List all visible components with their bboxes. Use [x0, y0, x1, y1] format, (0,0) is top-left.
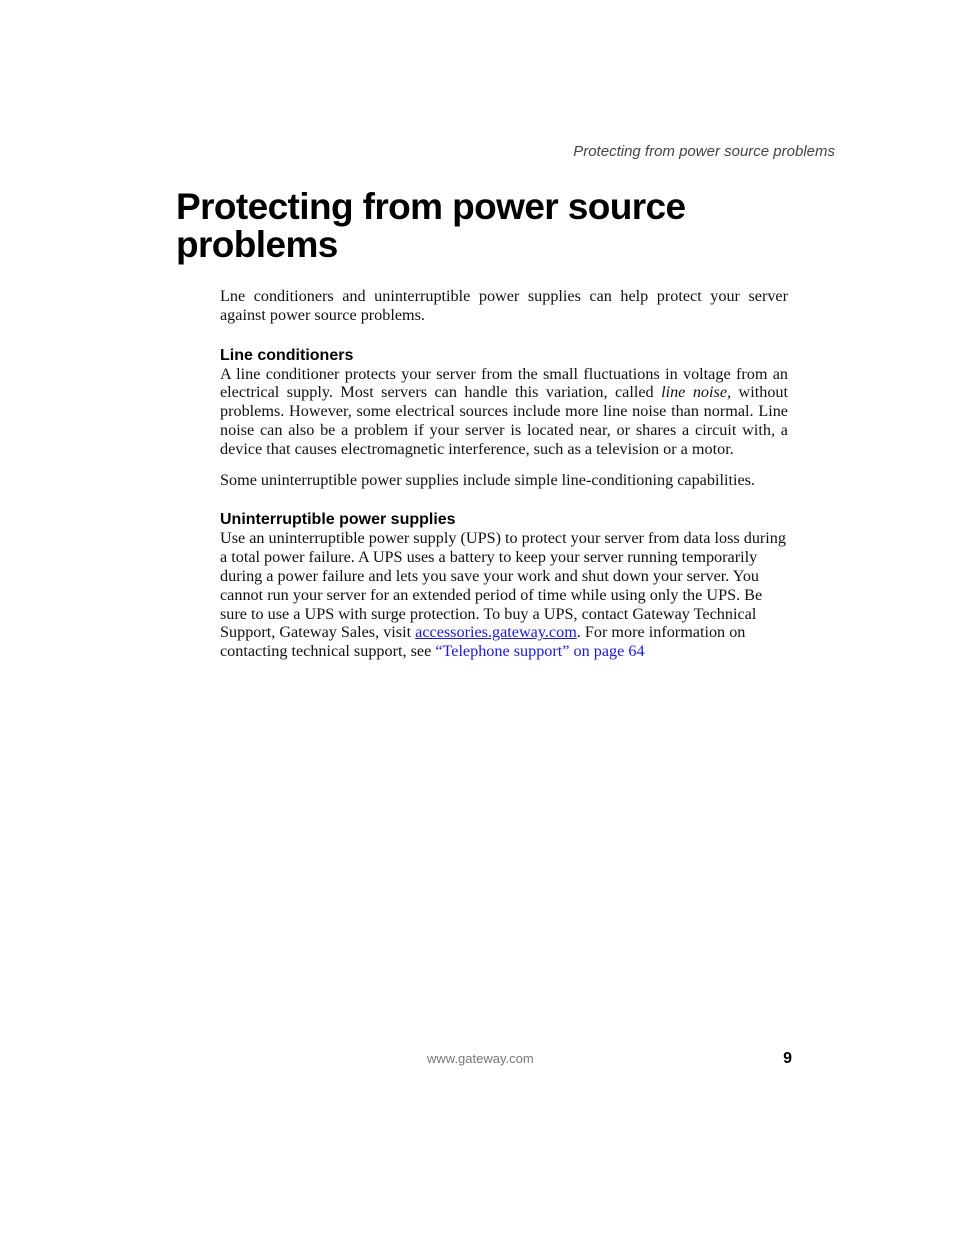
- running-header: Protecting from power source problems: [573, 143, 835, 160]
- ups-paragraph: [220, 529, 788, 661]
- page-number: 9: [783, 1050, 792, 1067]
- footer-url: www.gateway.com: [427, 1051, 534, 1066]
- section-heading-ups: Uninterruptible power supplies: [220, 511, 456, 529]
- section-heading-line-conditioners: Line conditioners: [220, 346, 354, 364]
- body-column: [220, 287, 788, 661]
- telephone-support-link[interactable]: “Telephone support” on page 64: [435, 642, 645, 661]
- text-run: . For more information on contacting technical support, see: [220, 623, 746, 661]
- spacer: [220, 489, 788, 510]
- page-title: Protecting from power source problems: [176, 186, 686, 265]
- spacer: [220, 459, 788, 471]
- accessories-link[interactable]: accessories.gateway.com: [415, 623, 577, 642]
- line-conditioners-paragraph-2: Some uninterruptible power supplies include simple line-conditioning capabilities.: [220, 470, 755, 489]
- line-conditioners-paragraph-1: [220, 365, 788, 459]
- text-run: Use an uninterruptible power supply (UPS) to protect your server from data loss during a total power failure. A UPS uses a battery to keep your server running temporarily during a power failure and lets you save your work and shut down your server. You cannot run your server for an extended period of time while using only the UPS. Be sure to use a UPS with surge protection. To buy a UPS, contact Gateway Technical Support, Gateway Sales, visit: [220, 529, 786, 642]
- intro-paragraph: Lne conditioners and uninterruptible power supplies can help protect your server against power source problems.: [220, 287, 788, 324]
- text-run: without problems. However, some electrical sources include more line noise than normal. Line noise can also be a problem if your server is located near, or shares a circuit with, a device that causes electromagnetic interference, such as a television or a motor.: [220, 383, 788, 458]
- italic-term: line noise,: [661, 383, 732, 402]
- text-run: A line conditioner protects your server from the small fluctuations in voltage from an electrical supply. Most servers can handle this variation, called: [220, 364, 788, 402]
- spacer: [220, 325, 788, 346]
